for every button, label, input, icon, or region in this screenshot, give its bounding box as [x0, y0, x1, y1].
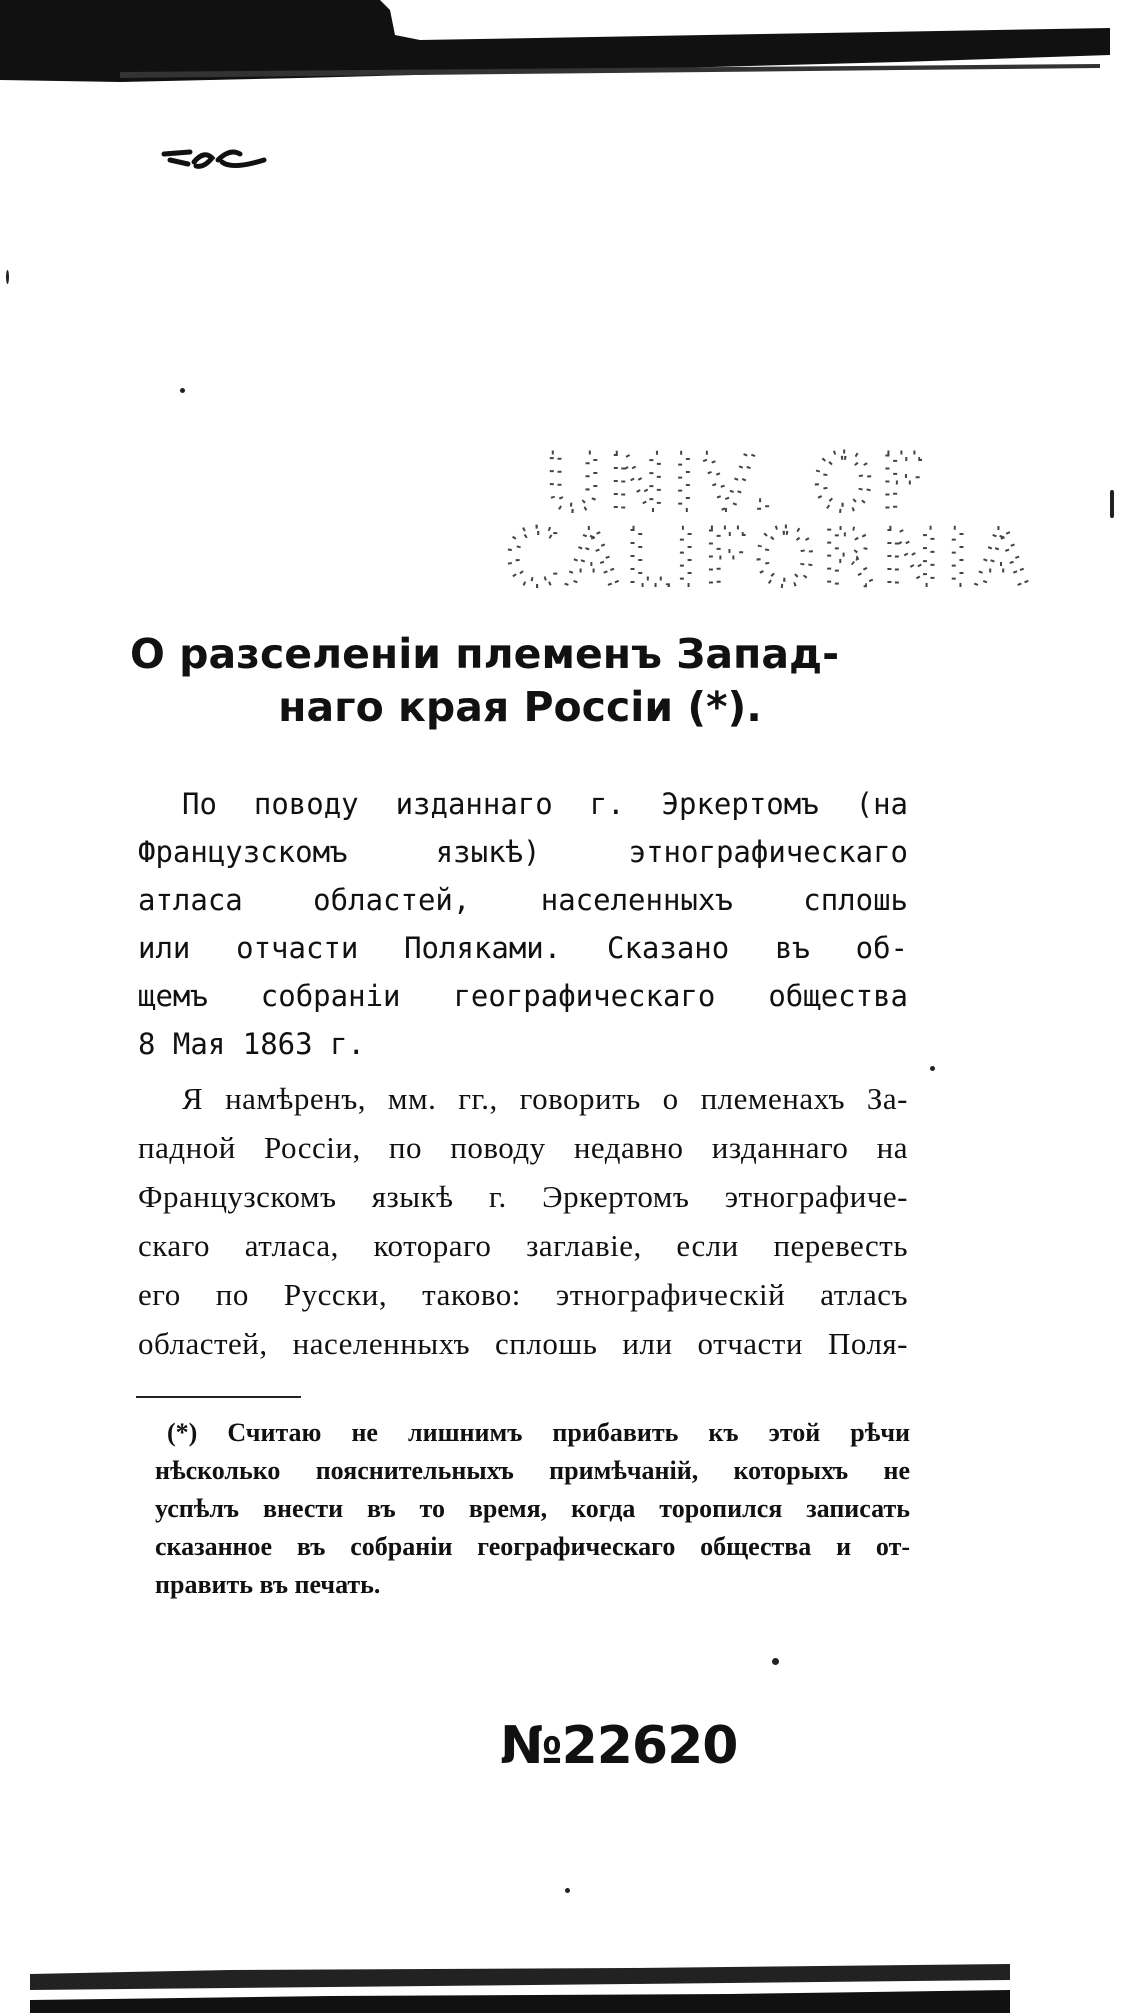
text-line: Французскомъ языкѣ) этнографическаго: [138, 835, 908, 869]
speck: [772, 1658, 779, 1665]
speck: [6, 270, 9, 284]
paragraph-1: [138, 780, 908, 1068]
speck: [930, 1066, 935, 1071]
text-line: По поводу изданнаго г. Эркертомъ (на: [182, 787, 908, 821]
text-line: падной Россіи, по поводу недавно изданнаго на: [138, 1130, 908, 1165]
footnote-divider: [136, 1396, 301, 1398]
text-line: щемъ собраніи географическаго общества: [138, 979, 908, 1013]
speck: [180, 388, 185, 393]
footnote: [155, 1414, 910, 1604]
footnote-line: править въ печать.: [155, 1570, 381, 1599]
title-line-2: наго края Россіи (*).: [278, 683, 762, 731]
speck: [1110, 490, 1114, 518]
text-line: его по Русски, таково: этнографическій атласъ: [138, 1277, 908, 1312]
speck: [565, 1888, 570, 1893]
handwritten-mark: [160, 140, 270, 180]
text-line: атласа областей, населенныхъ сплошь: [138, 883, 908, 917]
top-scan-edge: [0, 0, 1110, 82]
body-text: [138, 780, 908, 1368]
text-line: Французскомъ языкѣ г. Эркертомъ этнографиче-: [138, 1179, 908, 1214]
footnote-line: (*) Считаю не лишнимъ прибавить къ этой рѣчи: [167, 1418, 910, 1447]
text-line: Я намѣренъ, мм. гг., говорить о племенахъ За-: [182, 1081, 908, 1116]
shelfmark-number: №22620: [500, 1716, 738, 1776]
stamp-line-2: CALIFORNIA: [505, 514, 1035, 604]
text-line: областей, населенныхъ сплошь или отчасти Поля-: [138, 1326, 908, 1361]
text-line: или отчасти Поляками. Сказано въ об-: [138, 931, 908, 965]
stamp-line-1: UNIV. OF: [545, 439, 931, 529]
text-line: 8 Мая 1863 г.: [138, 1027, 365, 1061]
title-line-1: О разселеніи племенъ Запад-: [130, 630, 840, 678]
text-line: скаго атласа, котораго заглавіе, если перевесть: [138, 1228, 908, 1263]
library-perforated-stamp: [505, 439, 1035, 604]
footnote-line: успѣлъ внести въ то время, когда торопился записать: [155, 1494, 910, 1523]
bottom-scan-edge: [30, 1960, 1010, 2013]
footnote-line: сказанное въ собраніи географическаго общества и от-: [155, 1532, 910, 1561]
article-title: [130, 628, 910, 734]
paragraph-2: [138, 1074, 908, 1368]
footnote-line: нѣсколько пояснительныхъ примѣчаній, которыхъ не: [155, 1456, 910, 1485]
